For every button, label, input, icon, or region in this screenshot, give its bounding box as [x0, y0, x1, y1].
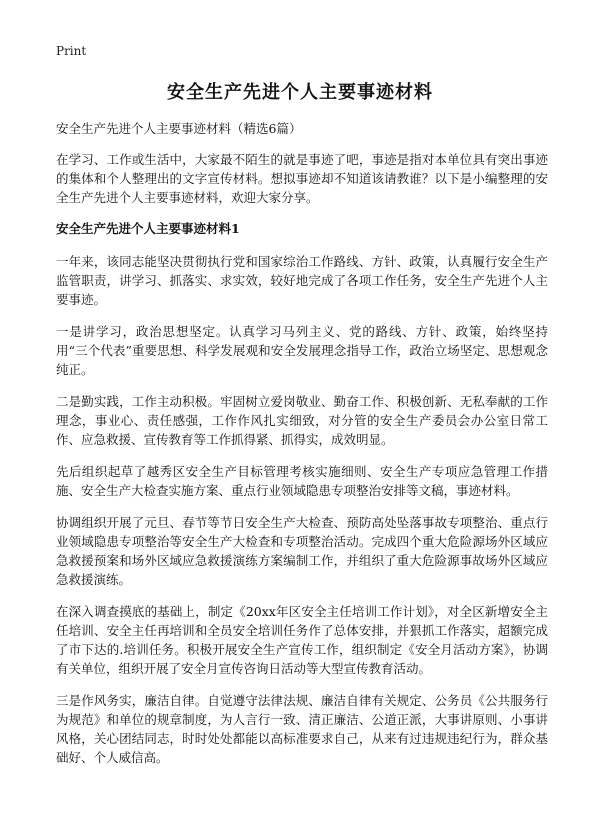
body-paragraph: 一年来，该同志能坚决贯彻执行党和国家综治工作路线、方针、政策，认真履行安全生产监管职责，讲学习、抓落实、求实效，较好地完成了各项工作任务，安全生产先进个人主要事迹。	[56, 254, 548, 307]
body-paragraph: 在深入调查摸底的基础上，制定《20xx年区安全主任培训工作计划》，对全区新增安全主任培训、安全主任再培训和全员安全培训任务作了总体安排，并狠抓工作落实，超额完成了市下达的.培训任务。积极开展安全生产宣传工作，组织制定《安全月活动方案》，协调有关单位，组织开展了安全月宣传咨询日活动等大型宣传教育活动。	[56, 604, 548, 676]
body-paragraph: 一是讲学习，政治思想坚定。认真学习马列主义、党的路线、方针、政策，始终坚持用“三个代表”重要思想、科学发展观和安全发展理念指导工作，政治立场坚定、思想观念纯正。	[56, 324, 548, 377]
body-paragraph: 二是勤实践，工作主动积极。牢固树立爱岗敬业、勤奋工作、积极创新、无私奉献的工作理念，事业心、责任感强，工作作风扎实细致，对分管的安全生产委员会办公室日常工作、应急救援、宣传教育等工作抓得紧、抓得实，成效明显。	[56, 394, 548, 447]
intro-paragraph: 在学习、工作或生活中，大家最不陌生的就是事迹了吧，事迹是指对本单位具有突出事迹的集体和个人整理出的文字宣传材料。想拟事迹却不知道该请教谁？以下是小编整理的安全生产先进个人主要事迹材料，欢迎大家分享。	[56, 152, 548, 205]
document-subtitle: 安全生产先进个人主要事迹材料（精选6篇）	[56, 121, 302, 136]
print-label[interactable]: Print	[56, 44, 87, 58]
body-paragraph: 先后组织起草了越秀区安全生产目标管理考核实施细则、安全生产专项应急管理工作措施、安全生产大检查实施方案、重点行业领域隐患专项整治安排等文稿，事迹材料。	[56, 464, 548, 498]
body-paragraph: 三是作风务实，廉洁自律。自觉遵守法律法规、廉洁自律有关规定、公务员《公共服务行为规范》和单位的规章制度，为人言行一致、清正廉洁、公道正派，大事讲原则、小事讲风格，关心团结同志，时时处处都能以高标准要求自己，从来有过违规违纪行为，群众基础好、个人威信高。	[56, 693, 548, 765]
section-heading: 安全生产先进个人主要事迹材料1	[56, 221, 240, 236]
document-body	[56, 120, 548, 780]
body-paragraph: 协调组织开展了元旦、春节等节日安全生产大检查、预防高处坠落事故专项整治、重点行业领域隐患专项整治等安全生产大检查和专项整治活动。完成四个重大危险源场外区域应急救援预案和场外区域应急救援演练方案编制工作，并组织了重大危险源事故场外区域应急救援演练。	[56, 515, 548, 587]
document-title: 安全生产先进个人主要事迹材料	[167, 82, 433, 103]
